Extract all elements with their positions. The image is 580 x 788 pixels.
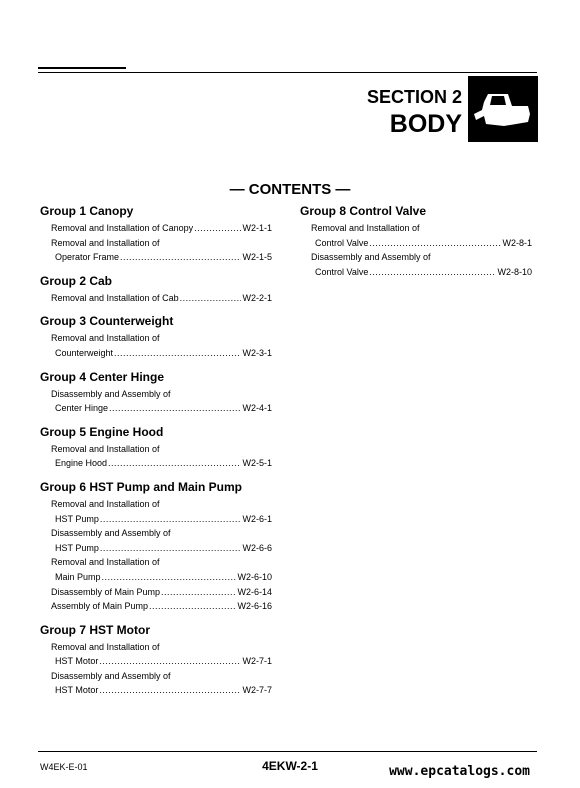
entry-page: W2-8-1 bbox=[502, 237, 532, 248]
entry-page: W2-6-1 bbox=[242, 513, 272, 524]
dot-leader bbox=[114, 346, 241, 361]
dot-leader bbox=[369, 265, 496, 280]
entry-text: Removal and Installation of bbox=[51, 443, 160, 454]
toc-entry[interactable] bbox=[40, 401, 272, 416]
entry-text: Operator Frame bbox=[55, 252, 120, 263]
entry-text: Disassembly and Assembly of bbox=[51, 388, 171, 399]
entry-page: W2-2-1 bbox=[242, 292, 272, 303]
toc-entry[interactable] bbox=[40, 654, 272, 669]
section-name: BODY bbox=[389, 110, 462, 138]
group-title: Group 1 Canopy bbox=[40, 204, 134, 218]
entry-page: W2-6-6 bbox=[242, 542, 272, 553]
toc-entry[interactable] bbox=[40, 221, 272, 236]
dot-leader bbox=[369, 236, 501, 251]
entry-text: Engine Hood bbox=[55, 458, 108, 469]
entry-page: W2-1-5 bbox=[242, 252, 272, 263]
contents-group bbox=[40, 274, 272, 306]
entry-page: W2-5-1 bbox=[242, 458, 272, 469]
toc-entry[interactable] bbox=[40, 599, 272, 614]
contents-group bbox=[40, 623, 272, 698]
dot-leader bbox=[149, 599, 236, 614]
entry-page: W2-6-10 bbox=[237, 571, 272, 582]
group-title: Group 7 HST Motor bbox=[40, 622, 150, 637]
entry-text: Removal and Installation of bbox=[51, 557, 160, 568]
toc-entry[interactable] bbox=[40, 291, 272, 306]
machine-body-icon bbox=[468, 76, 538, 142]
group-title: Group 4 Center Hinge bbox=[40, 369, 165, 384]
entry-page: W2-6-16 bbox=[237, 601, 272, 612]
dot-leader bbox=[100, 512, 242, 527]
group-title: Group 5 Engine Hood bbox=[40, 424, 164, 439]
dot-leader bbox=[120, 250, 241, 265]
section-label: SECTION 2 bbox=[366, 87, 462, 107]
entry-text: Disassembly and Assembly of bbox=[311, 252, 431, 263]
entry-text: Removal and Installation of bbox=[51, 498, 160, 509]
toc-entry[interactable] bbox=[40, 541, 272, 556]
toc-entry[interactable] bbox=[40, 512, 272, 527]
entry-page: W2-7-7 bbox=[242, 685, 272, 696]
toc-entry[interactable] bbox=[300, 236, 532, 251]
entry-page: W2-7-1 bbox=[242, 656, 272, 667]
entry-text: Removal and Installation of bbox=[51, 641, 160, 652]
dot-leader bbox=[108, 456, 241, 471]
entry-text: Counterweight bbox=[55, 347, 114, 358]
contents-group bbox=[40, 314, 272, 360]
toc-entry[interactable] bbox=[40, 683, 272, 698]
watermark-url[interactable]: www.epcatalogs.com bbox=[389, 764, 530, 779]
header-rule-thick bbox=[38, 67, 126, 69]
dot-leader bbox=[102, 570, 237, 585]
header-rule bbox=[38, 72, 537, 73]
entry-text: Removal and Installation of Canopy bbox=[51, 223, 194, 233]
entry-text: HST Motor bbox=[55, 685, 99, 696]
entry-text: Removal and Installation of bbox=[51, 333, 160, 344]
contents-group bbox=[40, 370, 272, 416]
toc-entry[interactable] bbox=[300, 265, 532, 280]
dot-leader bbox=[180, 291, 242, 306]
group-title: Group 3 Counterweight bbox=[40, 314, 174, 329]
contents-title: — CONTENTS — bbox=[229, 181, 351, 198]
toc-entry[interactable] bbox=[40, 250, 272, 265]
entry-text: Removal and Installation of bbox=[51, 237, 160, 248]
entry-page: W2-4-1 bbox=[242, 403, 272, 414]
contents-group bbox=[40, 204, 272, 265]
entry-text: Removal and Installation of Cab bbox=[51, 292, 179, 303]
entry-page: W2-6-14 bbox=[237, 586, 272, 597]
entry-text: HST Pump bbox=[55, 513, 99, 524]
footer-rule bbox=[38, 751, 537, 752]
dot-leader bbox=[99, 654, 241, 669]
toc-entry[interactable] bbox=[40, 346, 272, 361]
page-number: 4EKW-2-1 bbox=[262, 759, 318, 773]
contents-group bbox=[40, 480, 272, 614]
document-code: W4EK-E-01 bbox=[40, 762, 88, 772]
entry-text: Main Pump bbox=[55, 571, 101, 582]
dot-leader bbox=[99, 683, 241, 698]
group-title: Group 6 HST Pump and Main Pump bbox=[40, 479, 243, 494]
entry-text: HST Pump bbox=[55, 542, 99, 553]
toc-entry[interactable] bbox=[40, 570, 272, 585]
entry-text: Disassembly of Main Pump bbox=[51, 586, 161, 597]
toc-entry[interactable] bbox=[40, 456, 272, 471]
group-title: Group 2 Cab bbox=[40, 273, 113, 288]
entry-page: W2-1-1 bbox=[242, 223, 272, 233]
entry-text: Removal and Installation of bbox=[311, 223, 420, 233]
entry-text: Disassembly and Assembly of bbox=[51, 670, 171, 681]
contents-group bbox=[300, 204, 532, 279]
contents-column-left bbox=[40, 204, 272, 707]
entry-text: Assembly of Main Pump bbox=[51, 601, 149, 612]
entry-text: Control Valve bbox=[315, 266, 369, 277]
group-title: Group 8 Control Valve bbox=[300, 204, 427, 218]
contents-column-right bbox=[300, 204, 532, 288]
entry-text: Disassembly and Assembly of bbox=[51, 528, 171, 539]
dot-leader bbox=[161, 585, 236, 600]
section-heading bbox=[367, 88, 462, 137]
toc-entry[interactable] bbox=[40, 585, 272, 600]
dot-leader bbox=[194, 221, 241, 236]
dot-leader bbox=[109, 401, 241, 416]
entry-page: W2-8-10 bbox=[497, 266, 532, 277]
entry-page: W2-3-1 bbox=[242, 347, 272, 358]
entry-text: Control Valve bbox=[315, 237, 369, 248]
contents-group bbox=[40, 425, 272, 471]
entry-text: Center Hinge bbox=[55, 403, 109, 414]
dot-leader bbox=[100, 541, 242, 556]
entry-text: HST Motor bbox=[55, 656, 99, 667]
